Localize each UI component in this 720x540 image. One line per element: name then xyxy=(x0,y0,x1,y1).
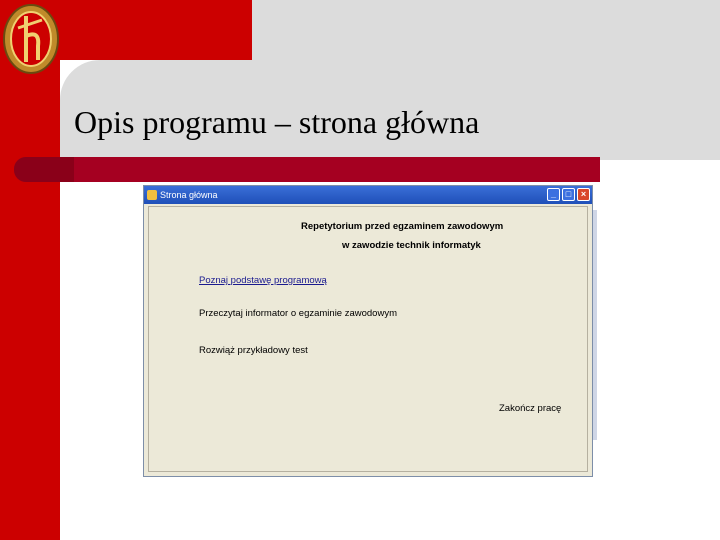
maximize-button[interactable]: □ xyxy=(562,188,575,201)
link-przeczytaj-informator[interactable]: Przeczytaj informator o egzaminie zawodowym xyxy=(199,308,397,319)
header-line-2: w zawodzie technik informatyk xyxy=(342,240,481,251)
window-shadow-edge xyxy=(593,210,597,440)
link-rozwiaz-test[interactable]: Rozwiąż przykładowy test xyxy=(199,345,308,356)
window-titlebar[interactable] xyxy=(144,186,592,204)
top-gray-band xyxy=(252,0,720,60)
school-logo-icon xyxy=(2,2,60,76)
left-red-band xyxy=(0,0,60,540)
window-title: Strona główna xyxy=(160,190,218,200)
title-divider-cap xyxy=(14,157,74,182)
exit-button[interactable]: Zakończ pracę xyxy=(499,403,562,414)
page-title: Opis programu – strona główna xyxy=(74,104,480,140)
app-icon xyxy=(147,190,157,200)
title-divider xyxy=(14,157,600,182)
link-poznaj-podstawe[interactable]: Poznaj podstawę programową xyxy=(199,275,327,286)
app-window xyxy=(143,185,593,477)
minimize-button[interactable]: _ xyxy=(547,188,560,201)
header-line-1: Repetytorium przed egzaminem zawodowym xyxy=(301,221,504,232)
close-button[interactable]: × xyxy=(577,188,590,201)
window-content xyxy=(148,206,588,472)
